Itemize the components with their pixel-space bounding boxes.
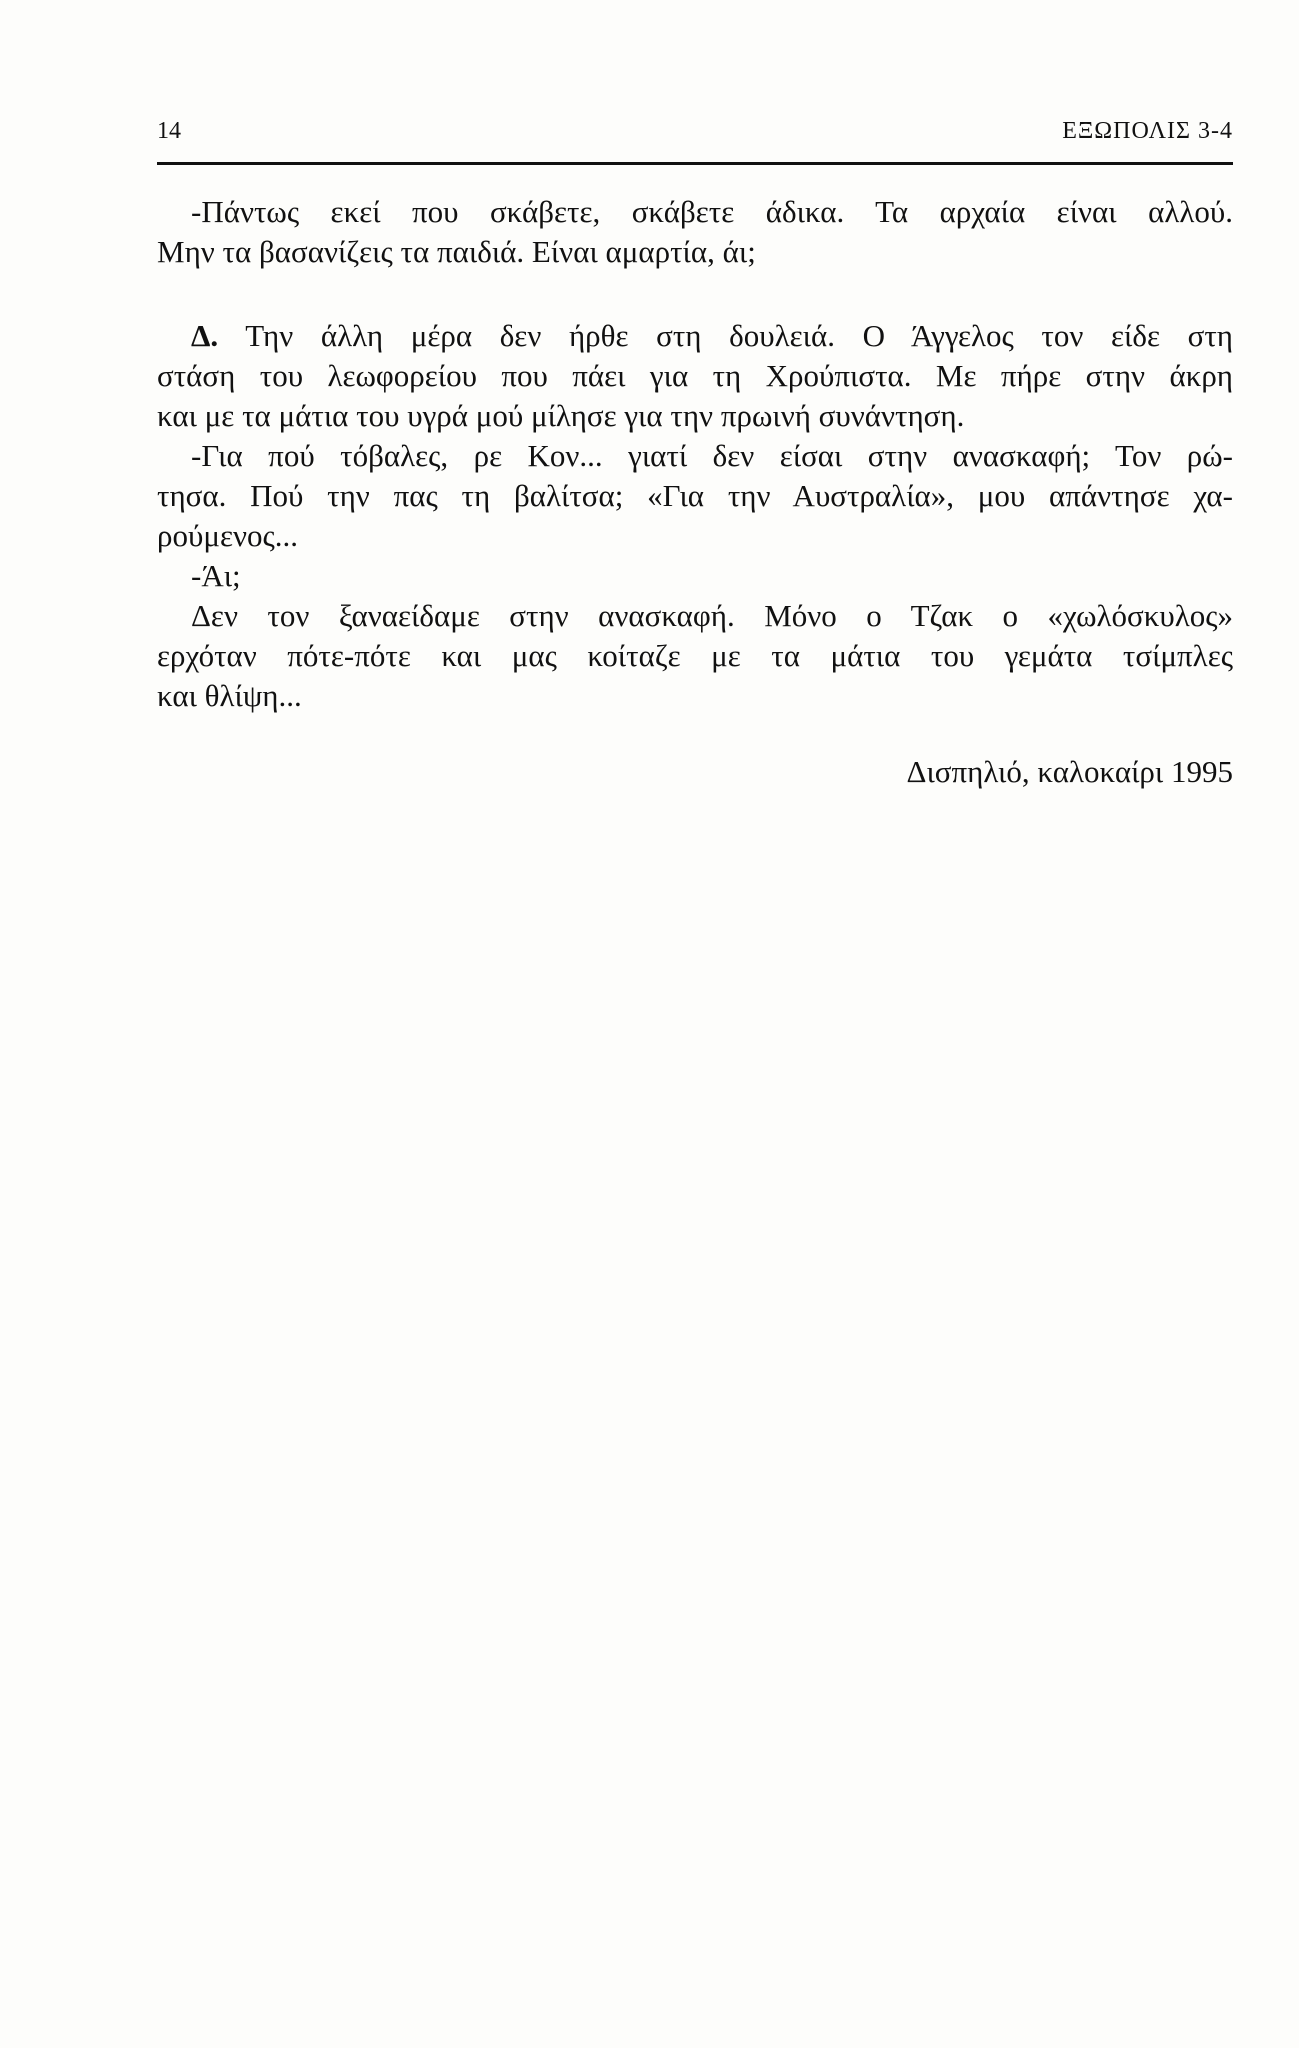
header-rule	[157, 162, 1233, 165]
journal-title: ΕΞΩΠΟΛΙΣ 3-4	[1062, 118, 1233, 144]
body-text	[157, 192, 1233, 716]
text-line: Δεν τον ξαναείδαμε στην ανασκαφή. Μόνο ο Τζακ ο «χωλόσκυλος»	[191, 598, 1233, 633]
text-line	[157, 316, 1233, 356]
text-line: ερχόταν πότε-πότε και μας κοίταζε με τα μάτια του γεμάτα τσίμπλες	[157, 638, 1233, 673]
text-line: -Για πού τόβαλες, ρε Κον... γιατί δεν είσαι στην ανασκαφή; Τον ρώ-	[191, 438, 1233, 473]
text-fragment: Την άλλη μέρα δεν ήρθε στη δουλειά. Ο Άγγελος τον είδε στη	[245, 318, 1233, 353]
place-date-signature: Δισπηλιό, καλοκαίρι 1995	[906, 754, 1233, 789]
text-line: και θλίψη...	[157, 678, 302, 713]
text-line: ρούμενος...	[157, 518, 298, 553]
section-marker: Δ.	[191, 318, 219, 353]
page-number: 14	[157, 118, 181, 144]
text-line: τησα. Πού την πας τη βαλίτσα; «Για την Αυστραλία», μου απάντησε χα-	[157, 478, 1233, 513]
text-line: στάση του λεωφορείου που πάει για τη Χρούπιστα. Με πήρε στην άκρη	[157, 358, 1233, 393]
page-header	[157, 112, 1233, 152]
text-line: -Άι;	[191, 558, 241, 593]
text-line: Μην τα βασανίζεις τα παιδιά. Είναι αμαρτία, άι;	[157, 234, 756, 269]
text-line: και με τα μάτια του υγρά μού μίλησε για την πρωινή συνάντηση.	[157, 398, 965, 433]
paragraph-gap	[157, 272, 1233, 316]
text-line: -Πάντως εκεί που σκάβετε, σκάβετε άδικα. Τα αρχαία είναι αλλού.	[191, 194, 1233, 229]
